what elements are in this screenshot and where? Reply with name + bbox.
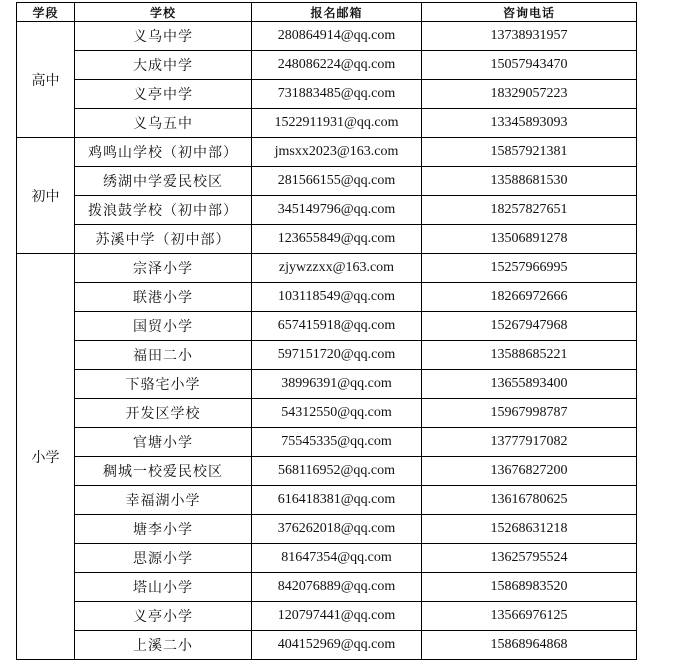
table-row xyxy=(17,602,637,631)
phone-cell: 13655893400 xyxy=(422,370,637,399)
school-cell: 上溪二小 xyxy=(75,631,252,660)
school-cell: 开发区学校 xyxy=(75,399,252,428)
school-cell: 义亭小学 xyxy=(75,602,252,631)
header-phone: 咨询电话 xyxy=(422,3,637,22)
email-cell: 123655849@qq.com xyxy=(252,225,422,254)
phone-cell: 13345893093 xyxy=(422,109,637,138)
school-cell: 联港小学 xyxy=(75,283,252,312)
table-row xyxy=(17,254,637,283)
school-cell: 义乌五中 xyxy=(75,109,252,138)
table-body xyxy=(17,22,637,660)
email-cell: 842076889@qq.com xyxy=(252,573,422,602)
header-school: 学校 xyxy=(75,3,252,22)
school-cell: 大成中学 xyxy=(75,51,252,80)
table-row xyxy=(17,341,637,370)
email-cell: 54312550@qq.com xyxy=(252,399,422,428)
email-cell: 120797441@qq.com xyxy=(252,602,422,631)
email-cell: jmsxx2023@163.com xyxy=(252,138,422,167)
school-contact-table xyxy=(16,2,637,660)
table-row xyxy=(17,312,637,341)
phone-cell: 13625795524 xyxy=(422,544,637,573)
table-row xyxy=(17,22,637,51)
email-cell: 597151720@qq.com xyxy=(252,341,422,370)
header-row xyxy=(17,3,637,22)
header-email: 报名邮箱 xyxy=(252,3,422,22)
email-cell: 616418381@qq.com xyxy=(252,486,422,515)
header-stage: 学段 xyxy=(17,3,75,22)
email-cell: 568116952@qq.com xyxy=(252,457,422,486)
school-cell: 塔山小学 xyxy=(75,573,252,602)
email-cell: 345149796@qq.com xyxy=(252,196,422,225)
school-cell: 塘李小学 xyxy=(75,515,252,544)
phone-cell: 15257966995 xyxy=(422,254,637,283)
table-row xyxy=(17,283,637,312)
email-cell: 281566155@qq.com xyxy=(252,167,422,196)
phone-cell: 15967998787 xyxy=(422,399,637,428)
school-cell: 绣湖中学爱民校区 xyxy=(75,167,252,196)
email-cell: 376262018@qq.com xyxy=(252,515,422,544)
school-cell: 拨浪鼓学校（初中部） xyxy=(75,196,252,225)
stage-cell: 初中 xyxy=(17,138,75,254)
school-cell: 苏溪中学（初中部） xyxy=(75,225,252,254)
table-row xyxy=(17,80,637,109)
table-row xyxy=(17,486,637,515)
school-cell: 义亭中学 xyxy=(75,80,252,109)
table-row xyxy=(17,631,637,660)
phone-cell: 13506891278 xyxy=(422,225,637,254)
school-cell: 鸡鸣山学校（初中部） xyxy=(75,138,252,167)
table-row xyxy=(17,428,637,457)
table-row xyxy=(17,544,637,573)
table-row xyxy=(17,225,637,254)
table-row xyxy=(17,457,637,486)
stage-cell: 小学 xyxy=(17,254,75,660)
table-row xyxy=(17,573,637,602)
email-cell: 81647354@qq.com xyxy=(252,544,422,573)
table-row xyxy=(17,109,637,138)
school-cell: 宗泽小学 xyxy=(75,254,252,283)
email-cell: 731883485@qq.com xyxy=(252,80,422,109)
email-cell: 657415918@qq.com xyxy=(252,312,422,341)
phone-cell: 15267947968 xyxy=(422,312,637,341)
phone-cell: 18257827651 xyxy=(422,196,637,225)
school-cell: 稠城一校爱民校区 xyxy=(75,457,252,486)
email-cell: 280864914@qq.com xyxy=(252,22,422,51)
table-row xyxy=(17,138,637,167)
school-cell: 福田二小 xyxy=(75,341,252,370)
school-cell: 幸福湖小学 xyxy=(75,486,252,515)
phone-cell: 13616780625 xyxy=(422,486,637,515)
phone-cell: 18329057223 xyxy=(422,80,637,109)
school-cell: 国贸小学 xyxy=(75,312,252,341)
school-cell: 下骆宅小学 xyxy=(75,370,252,399)
table-row xyxy=(17,51,637,80)
phone-cell: 15268631218 xyxy=(422,515,637,544)
phone-cell: 15868983520 xyxy=(422,573,637,602)
table-row xyxy=(17,370,637,399)
table-row xyxy=(17,167,637,196)
table-row xyxy=(17,196,637,225)
email-cell: zjywzzxx@163.com xyxy=(252,254,422,283)
phone-cell: 13588681530 xyxy=(422,167,637,196)
phone-cell: 13777917082 xyxy=(422,428,637,457)
email-cell: 38996391@qq.com xyxy=(252,370,422,399)
email-cell: 404152969@qq.com xyxy=(252,631,422,660)
phone-cell: 13738931957 xyxy=(422,22,637,51)
school-cell: 义乌中学 xyxy=(75,22,252,51)
email-cell: 75545335@qq.com xyxy=(252,428,422,457)
email-cell: 103118549@qq.com xyxy=(252,283,422,312)
stage-cell: 高中 xyxy=(17,22,75,138)
school-cell: 思源小学 xyxy=(75,544,252,573)
phone-cell: 15057943470 xyxy=(422,51,637,80)
table-row xyxy=(17,515,637,544)
school-cell: 官塘小学 xyxy=(75,428,252,457)
phone-cell: 13676827200 xyxy=(422,457,637,486)
phone-cell: 13566976125 xyxy=(422,602,637,631)
phone-cell: 15857921381 xyxy=(422,138,637,167)
email-cell: 1522911931@qq.com xyxy=(252,109,422,138)
phone-cell: 18266972666 xyxy=(422,283,637,312)
phone-cell: 13588685221 xyxy=(422,341,637,370)
email-cell: 248086224@qq.com xyxy=(252,51,422,80)
phone-cell: 15868964868 xyxy=(422,631,637,660)
table-row xyxy=(17,399,637,428)
